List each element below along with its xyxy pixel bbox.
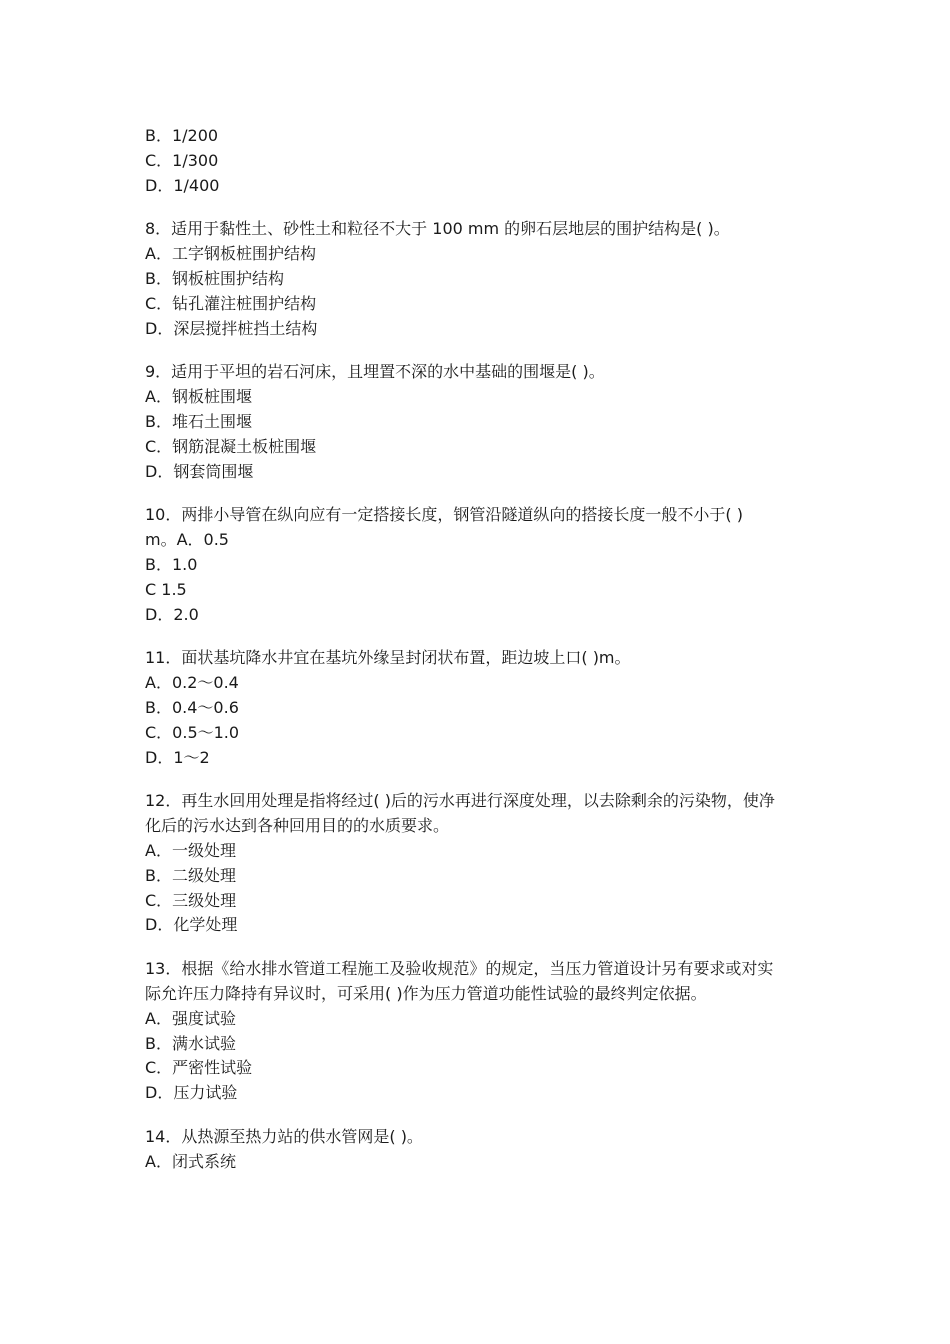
text-line: 13．根据《给水排水管道工程施工及验收规范》的规定，当压力管道设计另有要求或对实 <box>145 959 774 979</box>
text-line: C．三级处理 <box>145 890 237 910</box>
text-line: B．1/200 <box>145 126 219 145</box>
document-body <box>145 124 815 1174</box>
text-line: 9．适用于平坦的岩石河床，且埋置不深的水中基础的围堰是( )。 <box>145 362 605 382</box>
text-line: D．1/400 <box>145 175 220 195</box>
text-line: B．0.4～0.6 <box>145 697 239 717</box>
text-line: C．1/300 <box>145 150 219 170</box>
text-line: C．钻孔灌注桩围护结构 <box>145 293 317 313</box>
text-line: 8．适用于黏性土、砂性土和粒径不大于 100 mm 的卵石层地层的围护结构是( )。 <box>145 219 730 239</box>
text-line: B．钢板桩围护结构 <box>145 268 284 288</box>
text-line: B．堆石土围堰 <box>145 411 252 431</box>
text-line: A．闭式系统 <box>145 1151 236 1171</box>
text-line: D．1～2 <box>145 747 210 767</box>
paragraph-gap <box>145 198 815 217</box>
text-line: D．压力试验 <box>145 1083 238 1103</box>
text-line: B．二级处理 <box>145 865 236 885</box>
text-line: 12．再生水回用处理是指将经过( )后的污水再进行深度处理，以去除剩余的污染物，使净 <box>145 791 775 811</box>
text-line: 10．两排小导管在纵向应有一定搭接长度，钢管沿隧道纵向的搭接长度一般不小于( ) <box>145 505 743 525</box>
text-line: A．一级处理 <box>145 840 236 860</box>
text-line: 14．从热源至热力站的供水管网是( )。 <box>145 1126 423 1146</box>
text-line: D．深层搅拌桩挡土结构 <box>145 318 318 338</box>
text-line: A．工字钢板桩围护结构 <box>145 244 316 264</box>
paragraph-gap <box>145 1106 815 1125</box>
text-line: C 1.5 <box>145 579 187 599</box>
text-line: C．钢筋混凝土板桩围堰 <box>145 436 317 456</box>
text-line: 际允许压力降持有异议时，可采用( )作为压力管道功能性试验的最终判定依据。 <box>145 983 707 1003</box>
paragraph-gap <box>145 627 815 646</box>
text-line: 11．面状基坑降水井宜在基坑外缘呈封闭状布置，距边坡上口( )m。 <box>145 648 631 668</box>
text-line: m。A．0.5 <box>145 530 229 550</box>
text-line: A．0.2～0.4 <box>145 673 239 693</box>
text-line: B．1.0 <box>145 554 198 574</box>
text-line: C．0.5～1.0 <box>145 722 240 742</box>
text-line: B．满水试验 <box>145 1033 236 1053</box>
text-line: D．钢套筒围堰 <box>145 461 254 481</box>
paragraph-gap <box>145 770 815 789</box>
text-line: A．钢板桩围堰 <box>145 387 252 407</box>
text-line: D．化学处理 <box>145 915 238 935</box>
text-line: D．2.0 <box>145 604 199 624</box>
paragraph-gap <box>145 341 815 360</box>
text-line: A．强度试验 <box>145 1008 236 1028</box>
text-line: 化后的污水达到各种回用目的的水质要求。 <box>145 816 450 836</box>
paragraph-gap <box>145 938 815 957</box>
text-line: C．严密性试验 <box>145 1058 253 1078</box>
paragraph-gap <box>145 484 815 503</box>
